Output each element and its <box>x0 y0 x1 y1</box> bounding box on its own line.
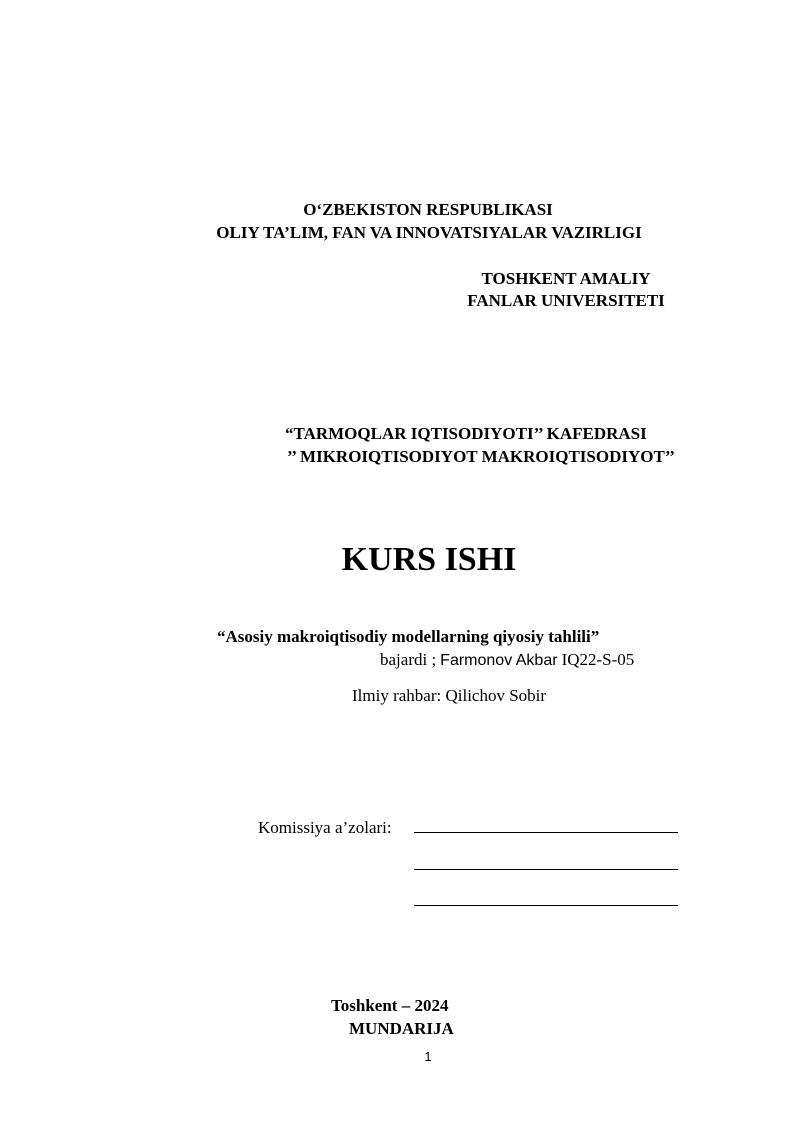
university-name-line2: FANLAR UNIVERSITETI <box>467 291 665 310</box>
signature-line-1 <box>414 832 678 833</box>
ministry-heading: OLIY TA’LIM, FAN VA INNOVATSIYALAR VAZIRLIGI <box>216 223 642 242</box>
author-line <box>380 651 634 669</box>
university-name-line1: TOSHKENT AMALIY <box>481 269 651 288</box>
department-name: “TARMOQLAR IQTISODIYOTI’’ KAFEDRASI <box>285 424 647 443</box>
supervisor: Ilmiy rahbar: Qilichov Sobir <box>352 686 547 705</box>
author-name: Farmonov Akbar <box>440 652 558 669</box>
contents-heading: MUNDARIJA <box>349 1019 454 1038</box>
subject-name: ’’ MIKROIQTISODIYOT MAKROIQTISODIYOT’’ <box>287 447 675 466</box>
document-title: KURS ISHI <box>341 541 517 578</box>
page-number: 1 <box>424 1049 432 1064</box>
signature-line-3 <box>414 905 678 906</box>
republic-heading: O‘ZBEKISTON RESPUBLIKASI <box>303 200 553 219</box>
course-work-topic: “Asosiy makroiqtisodiy modellarning qiyosiy tahlili” <box>217 627 600 646</box>
author-label: bajardi ; <box>380 650 437 669</box>
city-year: Toshkent – 2024 <box>331 996 449 1015</box>
author-group: IQ22-S-05 <box>561 650 635 669</box>
commission-label: Komissiya a’zolari: <box>258 818 392 837</box>
signature-line-2 <box>414 869 678 870</box>
